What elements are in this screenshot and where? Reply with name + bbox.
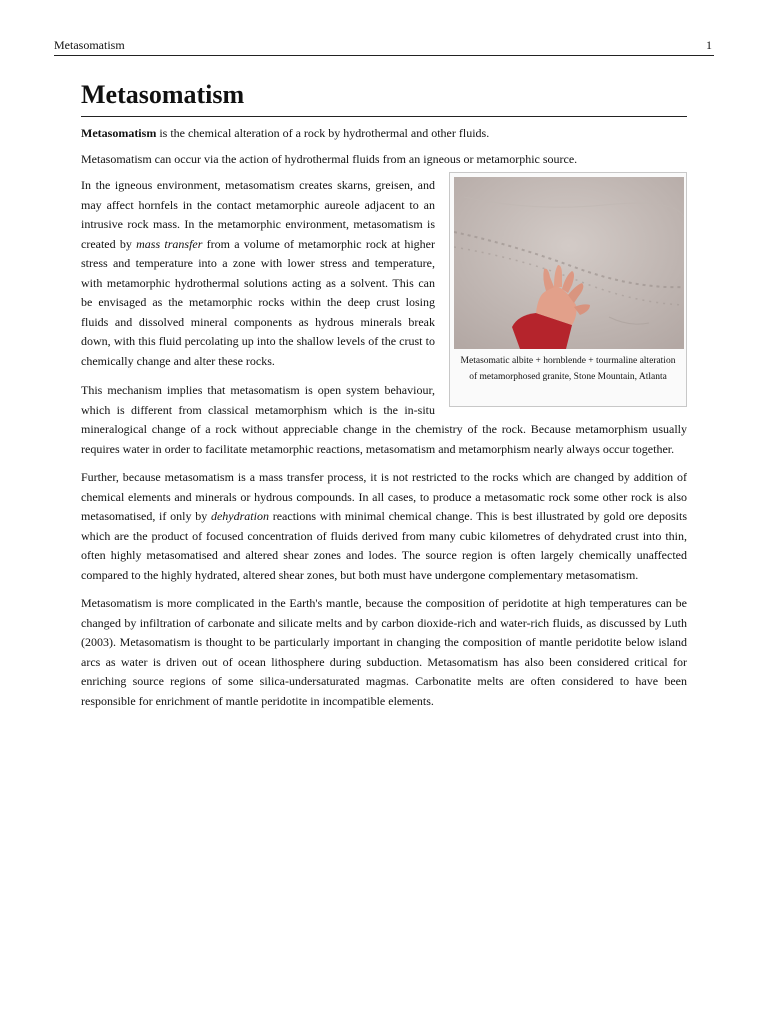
- intro-paragraph: [81, 124, 687, 144]
- igneous-text-b: from a volume of metamorphic rock at higher stress and temperature into a zone with lower stress and temperature, with metamorphic hydrothermal solutions acting as a solvent. This can be envisaged as the metamorphic rocks within the deep crust losing fluids and dissolved mineral components as hydrous minerals break down, with this fluid percolating up into the shallow levels of the crust to chemically change and alter these rocks.: [81, 236, 435, 368]
- intro-text: is the chemical alteration of a rock by hydrothermal and other fluids.: [156, 126, 490, 140]
- rock-hand-photo: [454, 177, 684, 349]
- figure-photo: [454, 177, 684, 349]
- mass-transfer-paragraph: [81, 468, 687, 585]
- figure: [449, 172, 687, 407]
- article-body: [81, 78, 687, 711]
- page-number: 1: [706, 38, 712, 52]
- source-paragraph: Metasomatism can occur via the action of hydrothermal fluids from an igneous or metamorphic source.: [81, 151, 578, 166]
- mass-transfer-term: mass transfer: [136, 236, 203, 251]
- figure-caption: Metasomatic albite + hornblende + tourmaline alteration of metamorphosed granite, Stone Mountain, Atlanta: [460, 356, 676, 382]
- dehydration-term: dehydration: [210, 509, 269, 523]
- mechanism-paragraph: This mechanism implies that metasomatism is open system behaviour, which is different from classical metamorphism which is the in-situ mineralogical change of a rock without appreciable change in the chemistry of the rock. Because metamorphism usually requires water in order to facilitate metamorphic reactions, metasomatism and metamorphism nearly always occur together.: [81, 383, 687, 456]
- header-rule: [54, 55, 714, 56]
- mass-transfer-text-a: Further, because metasomatism is a mass transfer process, it is not restricted to the rocks which are changed by addition of chemical elements and minerals or hydrous compounds. In all cases, to produce a metasomatic rock some other rock is also metasomatised, if only by: [81, 470, 687, 523]
- igneous-text-a: In the igneous environment, metasomatism creates skarns, greisen, and may affect hornfels in the contact metamorphic aureole adjacent to an intrusive rock mass. In the metamorphic environment, metasomatism is created by: [81, 178, 435, 251]
- mass-transfer-text-b: reactions with minimal chemical change. This is best illustrated by gold ore deposits which are the product of focused concentration of fluids derived from many cubic kilometres of dehydrated crust into thin, often highly metasomatised and altered shear zones and lodes. The source region is often largely chemically unaffected compared to the highly hydrated, altered shear zones, but both must have undergone complementary metasomatism.: [81, 509, 688, 582]
- mantle-paragraph: Metasomatism is more complicated in the Earth's mantle, because the composition of peridotite at high temperatures can be changed by infiltration of carbonate and silicate melts and by carbon dioxide-rich and water-rich fluids, as discussed by Luth (2003). Metasomatism is thought to be particularly important in changing the composition of mantle peridotite below island arcs as water is driven out of ocean lithosphere during subduction. Metasomatism has also been considered critical for enriching source regions of some silica-undersaturated magmas. Carbonatite melts are often considered to have been responsible for enrichment of mantle peridotite in incompatible elements.: [81, 596, 687, 708]
- intro-term: Metasomatism: [81, 126, 157, 140]
- running-title: Metasomatism: [54, 38, 125, 52]
- article-title: Metasomatism: [81, 78, 687, 117]
- running-header: [54, 38, 714, 54]
